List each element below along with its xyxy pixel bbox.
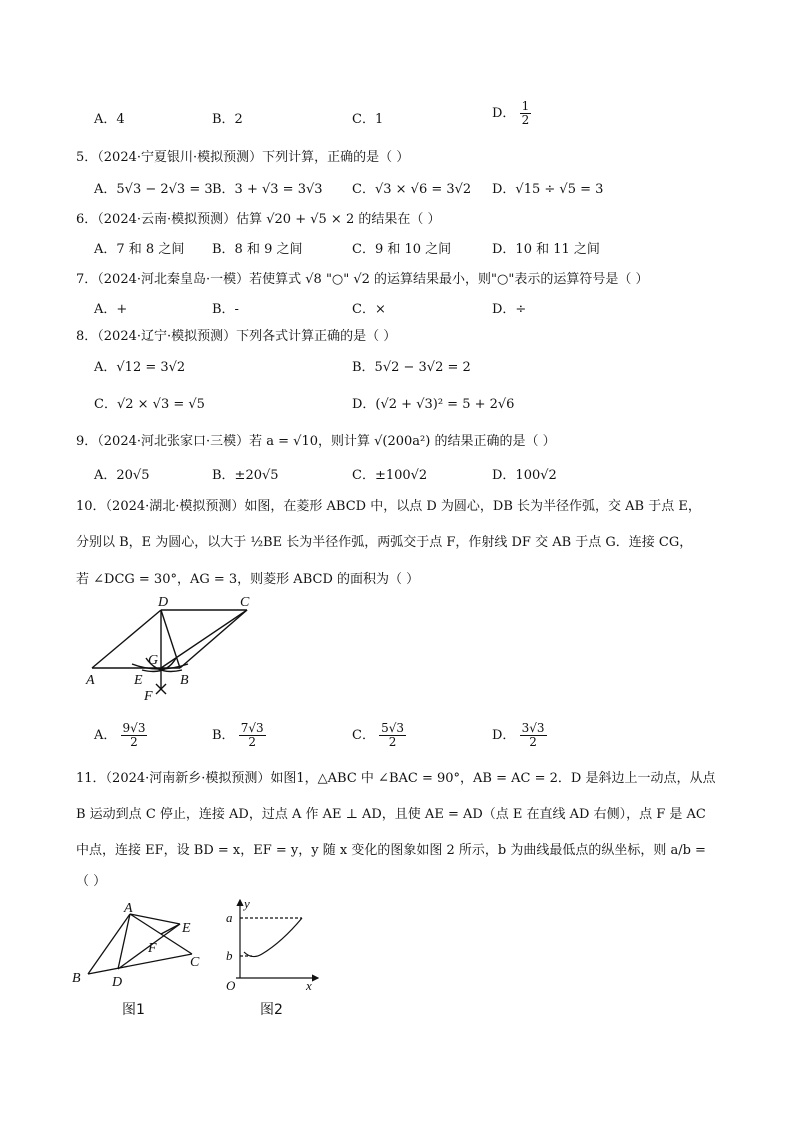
q6-option-c[interactable]: C．9 和 10 之间: [352, 242, 452, 257]
q10-option-a-numerator: 9√3: [122, 721, 146, 735]
q7-option-b[interactable]: B．-: [212, 302, 239, 317]
q11-fig2-label-o: O: [226, 978, 236, 993]
q10-rhombus-figure: [80, 592, 280, 704]
q8-option-a[interactable]: A．√12 = 3√2: [94, 360, 186, 375]
q9-option-a[interactable]: A．20√5: [94, 468, 150, 483]
q10-option-d[interactable]: [492, 722, 547, 749]
q4-option-a[interactable]: A．4: [94, 112, 125, 127]
q10-option-d-numerator: 3√3: [521, 721, 545, 735]
q10-option-c-letter: C．: [352, 728, 375, 744]
q11-fig2-label-a: a: [226, 910, 233, 925]
q7-option-a[interactable]: A．+: [94, 302, 128, 317]
q8-option-c[interactable]: C．√2 × √3 = √5: [94, 397, 205, 412]
q11-figure-1: [66, 900, 216, 1022]
q11-fig1-label-f: F: [148, 941, 157, 956]
q11-fig1-caption: 图1: [122, 1002, 145, 1018]
q10-option-b-fraction: [239, 722, 266, 749]
q10-option-a-denominator: 2: [130, 735, 138, 750]
q10-option-d-fraction: [520, 722, 547, 749]
q10-option-c-denominator: 2: [388, 735, 397, 750]
q9-stem: 9．（2024·河北张家口·三模）若 a = √10，则计算 √(200a²) 的结果正确的是（ ）: [76, 434, 556, 449]
q10-label-g: G: [148, 653, 159, 668]
q4-option-d-fraction: [520, 100, 532, 127]
q10-stem-line1: 10．（2024·湖北·模拟预测）如图，在菱形 ABCD 中，以点 D 为圆心，DB 长为半径作弧，交 AB 于点 E，: [76, 499, 701, 514]
q10-label-c: C: [240, 595, 250, 610]
q9-option-d[interactable]: D．100√2: [492, 468, 557, 483]
q5-stem: 5．（2024·宁夏银川·模拟预测）下列计算，正确的是（ ）: [76, 150, 410, 165]
q11-stem-line2: B 运动到点 C 停止，连接 AD，过点 A 作 AE ⊥ AD，且使 AE = AD（点 E 在直线 AD 右侧），点 F 是 AC: [76, 807, 706, 822]
q5-option-b[interactable]: B．3 + √3 = 3√3: [212, 182, 323, 197]
q10-option-a[interactable]: [94, 722, 147, 749]
q4-option-b[interactable]: B．2: [212, 112, 243, 127]
q11-stem-line4: （ ）: [76, 874, 107, 889]
q7-option-d[interactable]: D．÷: [492, 302, 527, 317]
q11-fig1-label-a: A: [124, 901, 133, 916]
q6-option-a[interactable]: A．7 和 8 之间: [94, 242, 185, 257]
q10-diagonal-db: [161, 610, 180, 668]
q11-fig2-label-x: x: [306, 978, 312, 993]
q10-label-a: A: [86, 673, 95, 688]
q10-stem-line3: 若 ∠DCG = 30°，AG = 3，则菱形 ABCD 的面积为（ ）: [76, 572, 420, 587]
q6-option-b[interactable]: B．8 和 9 之间: [212, 242, 303, 257]
q8-option-b[interactable]: B．5√2 − 3√2 = 2: [352, 360, 471, 375]
q8-option-d[interactable]: D．(√2 + √3)² = 5 + 2√6: [352, 397, 515, 412]
q11-fig2-label-y: y: [244, 896, 250, 911]
q9-option-b[interactable]: B．±20√5: [212, 468, 279, 483]
q11-fig2-caption: 图2: [260, 1002, 283, 1018]
q6-option-d[interactable]: D．10 和 11 之间: [492, 242, 600, 257]
q11-stem-line1: 11．（2024·河南新乡·模拟预测）如图1，△ABC 中 ∠BAC = 90°，AB = AC = 2．D 是斜边上一动点，从点: [76, 771, 716, 786]
q10-option-c-fraction: [379, 722, 406, 749]
q11-fig2-label-b: b: [226, 948, 233, 963]
q10-side-cb: [180, 610, 247, 668]
q10-option-b-numerator: 7√3: [240, 721, 264, 735]
q10-option-a-fraction: [121, 722, 148, 749]
q11-figure-2: [218, 896, 328, 1022]
q10-option-b[interactable]: [212, 722, 266, 749]
q11-curve: [244, 918, 302, 957]
q5-option-d[interactable]: D．√15 ÷ √5 = 3: [492, 182, 604, 197]
q5-option-a[interactable]: A．5√3 − 2√3 = 3: [94, 182, 213, 197]
q10-option-d-letter: D．: [492, 728, 516, 744]
q4-option-d-numerator: 1: [521, 99, 530, 113]
q8-stem: 8．（2024·辽宁·模拟预测）下列各式计算正确的是（ ）: [76, 329, 397, 344]
q7-option-c[interactable]: C．×: [352, 302, 386, 317]
q4-option-d[interactable]: [492, 100, 531, 127]
q11-side-bc: [88, 954, 192, 974]
q10-option-a-letter: A．: [94, 728, 117, 744]
q10-label-d: D: [158, 595, 169, 610]
q11-fig1-label-e: E: [182, 921, 191, 936]
q6-stem: 6．（2024·云南·模拟预测）估算 √20 + √5 × 2 的结果在（ ）: [76, 212, 441, 227]
q5-option-c[interactable]: C．√3 × √6 = 3√2: [352, 182, 472, 197]
q11-stem-line3: 中点，连接 EF，设 BD = x，EF = y，y 随 x 变化的图象如图 2 所示，b 为曲线最低点的纵坐标，则 a/b =: [76, 843, 706, 858]
q10-option-b-letter: B．: [212, 728, 235, 744]
q10-label-b: B: [180, 673, 189, 688]
q4-option-c[interactable]: C．1: [352, 112, 384, 127]
q9-option-c[interactable]: C．±100√2: [352, 468, 428, 483]
q11-fig1-label-d: D: [112, 975, 123, 990]
q10-segment-cg: [161, 610, 247, 668]
q10-label-f: F: [144, 689, 153, 704]
q10-option-d-denominator: 2: [529, 735, 537, 750]
q10-label-e: E: [134, 673, 143, 688]
q4-option-d-denominator: 2: [521, 113, 530, 128]
q11-fig1-label-b: B: [72, 971, 81, 986]
q10-option-b-denominator: 2: [248, 735, 256, 750]
q10-stem-line2: 分别以 B，E 为圆心，以大于 ½BE 长为半径作弧，两弧交于点 F，作射线 DF 交 AB 于点 G．连接 CG，: [76, 535, 693, 550]
q10-option-c[interactable]: [352, 722, 406, 749]
q10-option-c-numerator: 5√3: [381, 721, 405, 735]
q11-fig1-label-c: C: [190, 955, 200, 970]
q7-stem: 7．（2024·河北秦皇岛·一模）若使算式 √8 "○" √2 的运算结果最小，则"○"表示的运算符号是（ ）: [76, 272, 649, 287]
q4-option-d-label: D．: [492, 106, 516, 122]
